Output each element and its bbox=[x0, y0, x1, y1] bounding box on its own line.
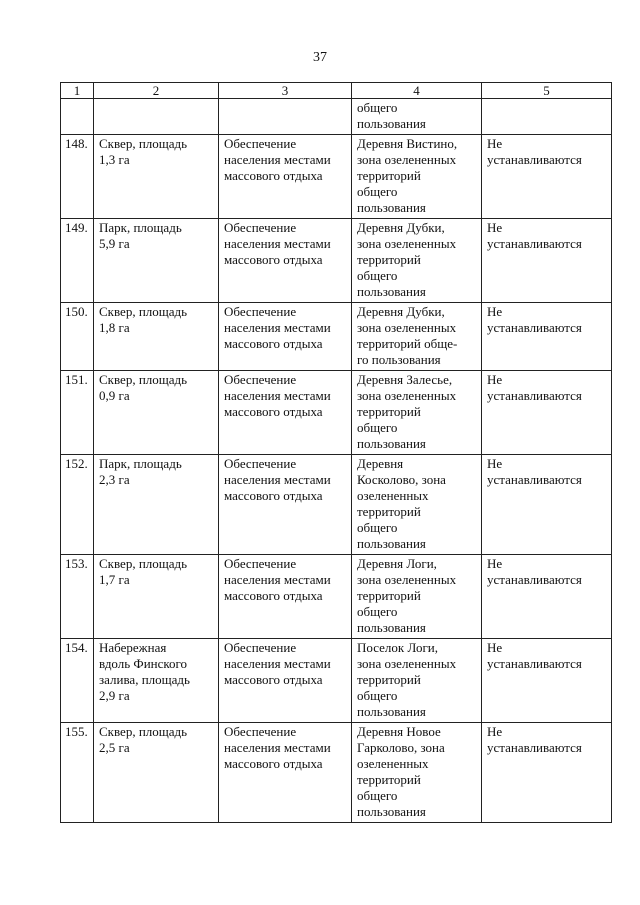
purpose-cell: Обеспечение населения местами массового отдыха bbox=[219, 555, 352, 639]
purpose-cell: Обеспечение населения местами массового отдыха bbox=[219, 303, 352, 371]
row-number-cell: 153. bbox=[61, 555, 94, 639]
protection-zones-cell: Не устанавливаются bbox=[482, 135, 612, 219]
row-number-cell: 149. bbox=[61, 219, 94, 303]
column-header: 1 bbox=[61, 83, 94, 99]
location-cell: Деревня Дубки, зона озелененных территорий общего пользования bbox=[352, 219, 482, 303]
protection-zones-cell: Не устанавливаются bbox=[482, 219, 612, 303]
location-cell: общего пользования bbox=[352, 99, 482, 135]
table-row bbox=[61, 639, 612, 723]
object-name-cell: Сквер, площадь 0,9 га bbox=[94, 371, 219, 455]
purpose-cell: Обеспечение населения местами массового отдыха bbox=[219, 455, 352, 555]
object-name-cell: Сквер, площадь 1,8 га bbox=[94, 303, 219, 371]
row-number-cell: 154. bbox=[61, 639, 94, 723]
object-name-cell: Парк, площадь 5,9 га bbox=[94, 219, 219, 303]
table-row bbox=[61, 555, 612, 639]
row-number-cell: 151. bbox=[61, 371, 94, 455]
location-cell: Деревня Залесье, зона озелененных территорий общего пользования bbox=[352, 371, 482, 455]
object-name-cell: Парк, площадь 2,3 га bbox=[94, 455, 219, 555]
continuation-row bbox=[61, 99, 612, 135]
table-row bbox=[61, 135, 612, 219]
object-name-cell: Сквер, площадь 2,5 га bbox=[94, 723, 219, 823]
table-row bbox=[61, 219, 612, 303]
location-cell: Деревня Дубки, зона озелененных территорий обще- го пользования bbox=[352, 303, 482, 371]
table-row bbox=[61, 303, 612, 371]
table-row bbox=[61, 455, 612, 555]
object-name-cell: Набережная вдоль Финского залива, площадь 2,9 га bbox=[94, 639, 219, 723]
column-header: 4 bbox=[352, 83, 482, 99]
purpose-cell: Обеспечение населения местами массового отдыха bbox=[219, 639, 352, 723]
row-number-cell: 152. bbox=[61, 455, 94, 555]
column-header: 2 bbox=[94, 83, 219, 99]
protection-zones-cell: Не устанавливаются bbox=[482, 371, 612, 455]
column-header: 5 bbox=[482, 83, 612, 99]
location-cell: Поселок Логи, зона озелененных территорий общего пользования bbox=[352, 639, 482, 723]
header-row bbox=[61, 83, 612, 99]
object-name-cell: Сквер, площадь 1,7 га bbox=[94, 555, 219, 639]
purpose-cell: Обеспечение населения местами массового отдыха bbox=[219, 723, 352, 823]
purpose-cell: Обеспечение населения местами массового отдыха bbox=[219, 219, 352, 303]
location-cell: Деревня Логи, зона озелененных территорий общего пользования bbox=[352, 555, 482, 639]
protection-zones-cell: Не устанавливаются bbox=[482, 723, 612, 823]
protection-zones-cell: Не устанавливаются bbox=[482, 555, 612, 639]
purpose-cell: Обеспечение населения местами массового отдыха bbox=[219, 135, 352, 219]
table-row bbox=[61, 371, 612, 455]
table-row bbox=[61, 723, 612, 823]
page-number: 37 bbox=[313, 50, 327, 65]
purpose-cell: Обеспечение населения местами массового отдыха bbox=[219, 371, 352, 455]
protection-zones-cell: Не устанавливаются bbox=[482, 639, 612, 723]
row-number-cell: 148. bbox=[61, 135, 94, 219]
location-cell: Деревня Косколово, зона озелененных территорий общего пользования bbox=[352, 455, 482, 555]
row-number-cell: 155. bbox=[61, 723, 94, 823]
column-header: 3 bbox=[219, 83, 352, 99]
protection-zones-cell: Не устанавливаются bbox=[482, 303, 612, 371]
location-cell: Деревня Вистино, зона озелененных территорий общего пользования bbox=[352, 135, 482, 219]
row-number-cell: 150. bbox=[61, 303, 94, 371]
object-name-cell: Сквер, площадь 1,3 га bbox=[94, 135, 219, 219]
location-cell: Деревня Новое Гарколово, зона озелененных территорий общего пользования bbox=[352, 723, 482, 823]
objects-table bbox=[60, 82, 612, 823]
protection-zones-cell: Не устанавливаются bbox=[482, 455, 612, 555]
